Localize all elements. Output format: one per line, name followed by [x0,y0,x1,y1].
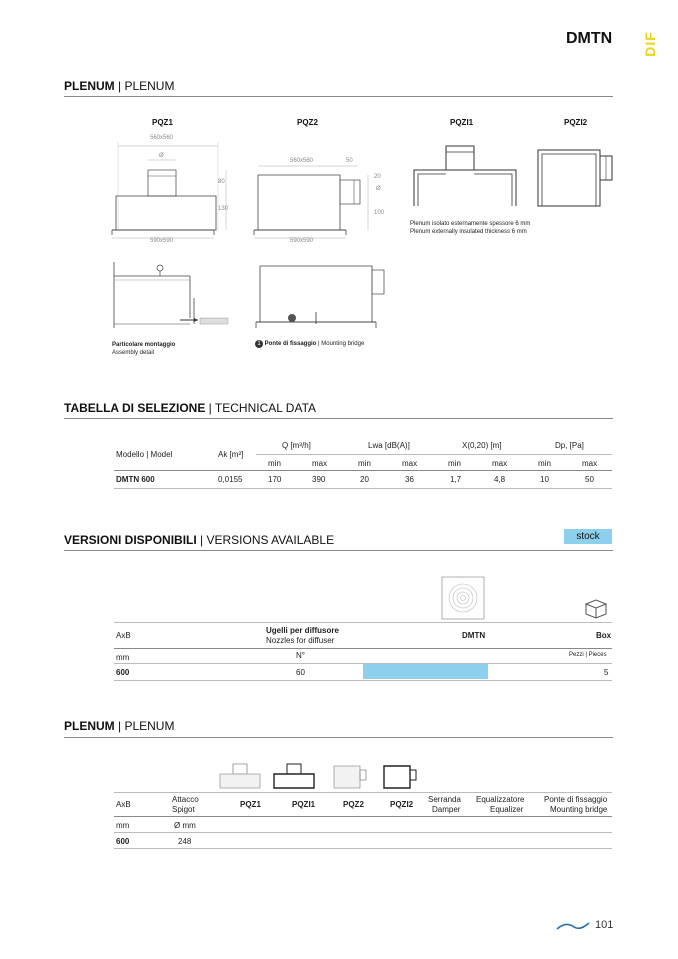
pqz2-dia-dim: Ø [376,186,381,192]
pqz1-bottom-dim: 590x590 [150,238,174,244]
label-pqzi1: PQZI1 [450,118,474,127]
row-model: DMTN 600 [116,475,155,484]
bridge-caption: 1 Ponte di fissaggio | Mounting bridge [255,340,364,348]
pqz1-h2-dim: 130 [218,206,229,212]
th-lwa: Lwa [dB(A)] [368,441,410,450]
divider [64,418,613,419]
pqz2-top-dim: 560x560 [290,158,314,164]
label-pqz1: PQZ1 [152,118,173,127]
pqz1-drawing [108,130,238,245]
technical-section-title: TABELLA DI SELEZIONE | TECHNICAL DATA [64,401,317,415]
pqz2-thumb-icon [332,762,368,790]
th-dp: Dp, [Pa] [555,441,584,450]
diffuser-icon [441,576,485,620]
plenum2-section-title: PLENUM | PLENUM [64,719,175,733]
pqz2-h1-dim: 20 [374,174,381,180]
assembly-detail-drawing [110,258,230,336]
pqzi1-thumb-icon [272,760,316,790]
wave-logo-icon [556,920,590,932]
plenum-section-title: PLENUM | PLENUM [64,79,175,93]
stock-badge: stock [564,529,612,544]
box-icon [582,596,610,620]
page-number: 101 [595,919,614,931]
pqzi2-drawing [534,140,614,215]
pqz1-h1-dim: 80 [218,179,225,185]
stock-cell [363,664,488,679]
insulated-caption: Plenum isolato esternamente spessore 6 mm Plenum externally insulated thickness 6 mm [410,221,531,235]
category-tab: DIF [641,31,658,57]
mounting-bridge-drawing [252,262,392,332]
label-pqz2: PQZ2 [297,118,318,127]
product-code: DMTN [566,30,613,47]
pqzi2-thumb-icon [382,762,418,790]
divider [64,737,613,738]
pqz1-dia-dim: Ø [159,153,164,159]
bridge-number-badge: 1 [255,340,263,348]
th-x: X(0,20) [m] [462,441,502,450]
pqz1-thumb-icon [218,760,262,790]
versions-section-title: VERSIONI DISPONIBILI | VERSIONS AVAILABLE [64,533,335,547]
th-q: Q [m³/h] [282,441,311,450]
pqz1-top-dim: 560x560 [150,135,174,141]
pqz2-width-dim: 50 [346,158,353,164]
th-model: Modello | Model [116,450,173,459]
pqz2-drawing [250,160,390,245]
divider [64,96,613,97]
pqz2-h2-dim: 100 [374,210,385,216]
th-ak: Ak [m²] [218,450,244,459]
divider [64,550,613,551]
label-pqzi2: PQZI2 [564,118,588,127]
pqz2-bottom-dim: 590x590 [290,238,314,244]
assembly-caption: Particolare montaggio Assembly detail [112,342,176,356]
pqzi1-drawing [410,140,520,215]
